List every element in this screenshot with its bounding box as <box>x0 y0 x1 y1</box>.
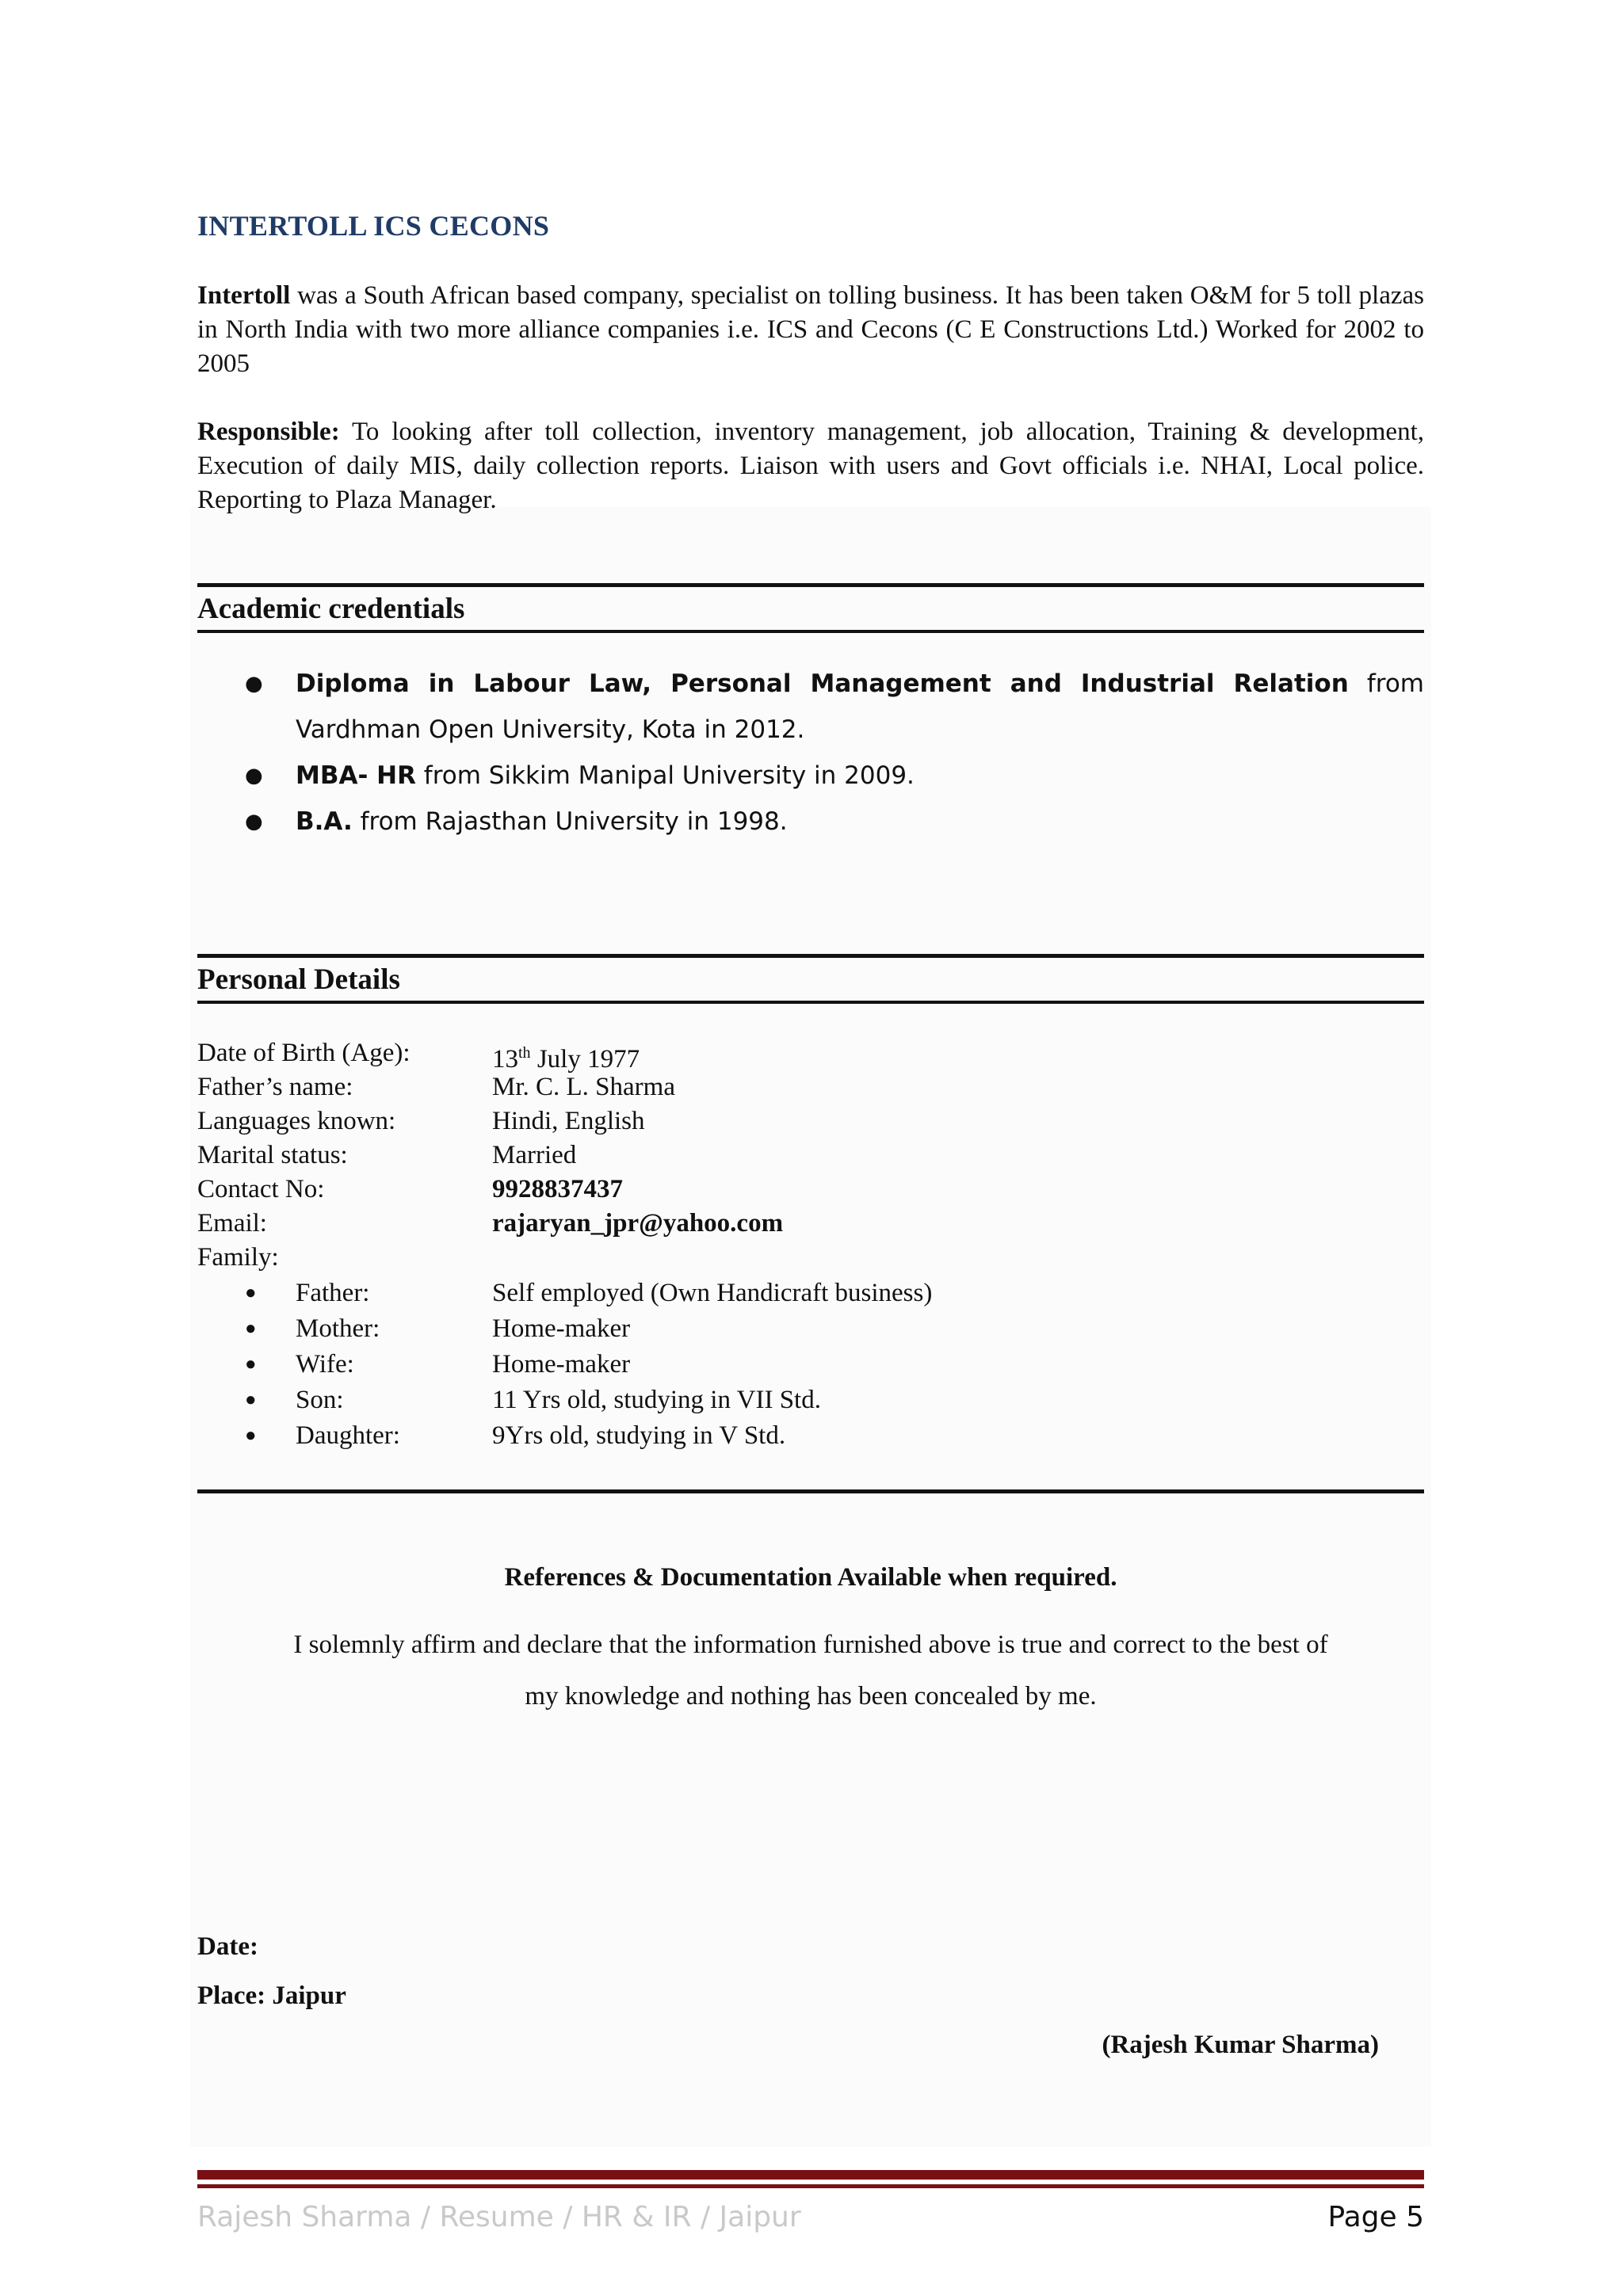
bullet-icon: ● <box>245 1425 257 1446</box>
personal-heading <box>197 954 1424 1004</box>
family-member-label: Son: <box>296 1386 344 1414</box>
dob-day: 13 <box>492 1045 518 1074</box>
academic-item-bold: Diploma in Labour Law, Personal Management and Industrial Relation <box>296 669 1349 698</box>
family-member-value: Home-maker <box>492 1350 631 1379</box>
contact-label: Contact No: <box>197 1175 325 1203</box>
company-title: INTERTOLL ICS CECONS <box>197 210 550 242</box>
marital-label: Marital status: <box>197 1141 348 1169</box>
email-value: rajaryan_jpr@yahoo.com <box>492 1209 784 1238</box>
responsible-text: To looking after toll collection, inventory management, job allocation, Training & development, Execution of daily MIS, daily collection reports. Liaison with users and Govt officials i.e. NHAI, Local police. Reporting to Plaza Manager. <box>197 418 1424 514</box>
company-intro-text: was a South African based company, specialist on tolling business. It has been taken O&M for 5 toll plazas in North India with two more alliance companies i.e. ICS and Cecons (C E Constructions Ltd.) Worked for 2002 to 2005 <box>197 281 1424 378</box>
family-member-value: Home-maker <box>492 1314 631 1343</box>
family-member-label: Mother: <box>296 1314 380 1343</box>
responsibilities <box>197 415 1424 517</box>
academic-item-rest: from <box>1348 669 1424 698</box>
academic-item-line2: Vardhman Open University, Kota in 2012. <box>296 715 805 744</box>
bullet-icon: ● <box>245 764 263 788</box>
family-member-value: 9Yrs old, studying in V Std. <box>492 1421 786 1450</box>
contact-value: 9928837437 <box>492 1175 623 1203</box>
family-member-label: Father: <box>296 1279 370 1307</box>
academic-item-rest: from Rajasthan University in 1998. <box>352 807 788 836</box>
page-number: Page 5 <box>1327 2201 1424 2233</box>
academic-item-bold: MBA- HR <box>296 761 416 790</box>
father-value: Mr. C. L. Sharma <box>492 1073 675 1101</box>
footer-title: Rajesh Sharma / Resume / HR & IR / Jaipur <box>197 2201 801 2233</box>
academic-item-line1 <box>296 661 1424 707</box>
signatory-name: (Rajesh Kumar Sharma) <box>1102 2031 1379 2059</box>
references-note: References & Documentation Available when required. <box>504 1563 1117 1592</box>
bullet-icon: ● <box>245 672 263 696</box>
company-intro <box>197 279 1424 381</box>
academic-heading <box>197 583 1424 633</box>
section-divider <box>197 1489 1424 1493</box>
bullet-icon: ● <box>245 1354 257 1375</box>
family-member-value: Self employed (Own Handicraft business) <box>492 1279 933 1307</box>
marital-value: Married <box>492 1141 577 1169</box>
footer-rule-thick <box>197 2170 1424 2180</box>
academic-item-bold: B.A. <box>296 807 353 836</box>
footer-rule-thin <box>197 2184 1424 2188</box>
declaration-line2: my knowledge and nothing has been concealed by me. <box>525 1682 1097 1711</box>
academic-list <box>197 661 1424 845</box>
dob-sup: th <box>518 1044 531 1062</box>
bullet-icon: ● <box>245 810 263 833</box>
place-label: Place: Jaipur <box>197 1981 346 2010</box>
responsible-label: Responsible: <box>197 418 340 446</box>
family-member-label: Daughter: <box>296 1421 400 1450</box>
declaration-line1: I solemnly affirm and declare that the information furnished above is true and correct to the best of <box>293 1630 1328 1659</box>
bullet-icon: ● <box>245 1318 257 1339</box>
personal-heading-text: Personal Details <box>197 963 400 996</box>
academic-item <box>197 799 1424 845</box>
bullet-icon: ● <box>245 1390 257 1410</box>
languages-label: Languages known: <box>197 1107 396 1135</box>
dob-label: Date of Birth (Age): <box>197 1039 411 1067</box>
father-label: Father’s name: <box>197 1073 353 1101</box>
family-label: Family: <box>197 1243 279 1272</box>
company-intro-bold: Intertoll <box>197 281 291 310</box>
languages-value: Hindi, English <box>492 1107 645 1135</box>
dob-rest: July 1977 <box>530 1045 640 1074</box>
academic-item-rest: from Sikkim Manipal University in 2009. <box>415 761 915 790</box>
academic-heading-text: Academic credentials <box>197 593 465 625</box>
academic-item <box>197 661 1424 753</box>
date-label: Date: <box>197 1932 258 1961</box>
email-label: Email: <box>197 1209 267 1238</box>
family-member-value: 11 Yrs old, studying in VII Std. <box>492 1386 821 1414</box>
academic-item <box>197 753 1424 799</box>
family-member-label: Wife: <box>296 1350 354 1379</box>
bullet-icon: ● <box>245 1283 257 1303</box>
